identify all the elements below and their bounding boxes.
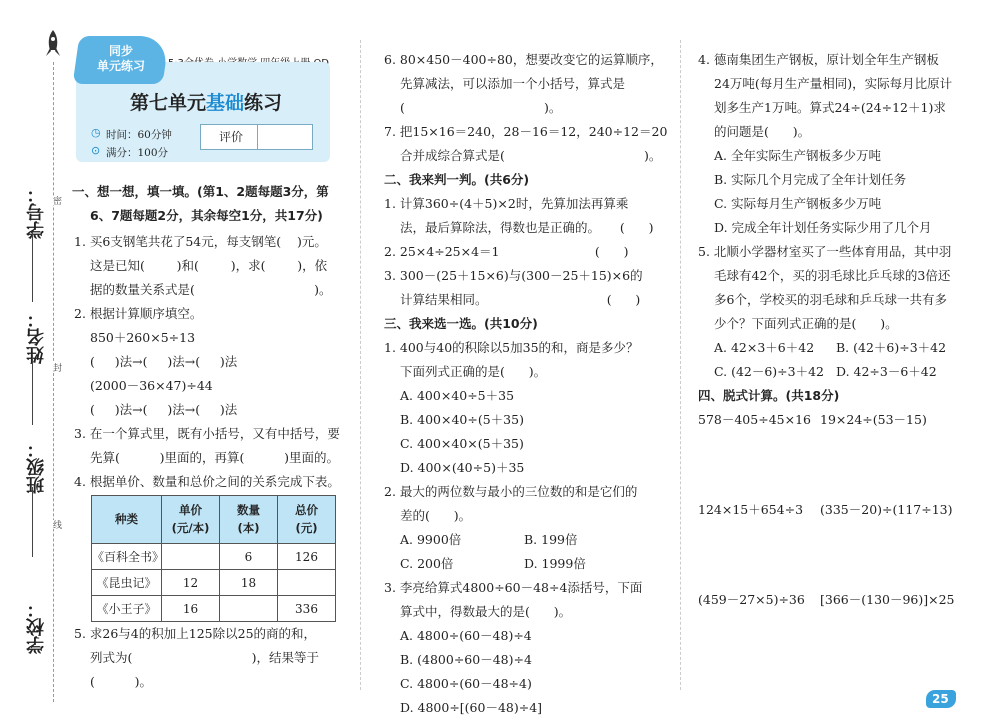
q1-line3: 据的数量关系式是( )。 (90, 282, 332, 297)
q7-line2: 合并成综合算式是( )。 (400, 148, 662, 163)
c3-option-b: B. (4800÷60－48)÷4 (400, 652, 532, 667)
j1-line2: 法，最后算除法，得数也是正确的。 ( ) (400, 220, 654, 235)
full-score-info: 满分：100分 (106, 147, 169, 159)
section-3-heading: 三、我来选一选。(共10分) (384, 316, 538, 331)
expr-2: 19×24÷(53－15) (820, 412, 927, 427)
c1-line2: 下面列式正确的是( )。 (400, 364, 547, 379)
table-cell: 《小王子》 (92, 596, 162, 622)
section-1-heading: 一、想一想，填一填。(第1、2题每题3分，第 (72, 184, 329, 199)
q5-line1: 5. 求26与4的积加上125除以25的商的和， (74, 626, 317, 641)
c3-line2: 算式中，得数最大的是( )。 (400, 604, 572, 619)
table-header: 总价 (元) (278, 496, 336, 544)
table-header: 种类 (92, 496, 162, 544)
c3-line1: 3. 李亮给算式4800÷60－48÷4添括号，下面 (384, 580, 643, 595)
c1-option-a: A. 400×40÷5＋35 (400, 388, 515, 403)
q1-line2: 这是已知( )和( )，求( )，依 (90, 258, 328, 273)
time-info: 时间：60分钟 (106, 129, 172, 141)
feng-mark: 封 (51, 363, 61, 372)
col-divider (680, 40, 681, 690)
c2-option-d: D. 1999倍 (524, 556, 586, 571)
q2-expr2: (2000－36×47)÷44 (90, 378, 213, 393)
table-cell: 126 (278, 544, 336, 570)
c5-line4: 少个？下面列式正确的是( )。 (714, 316, 898, 331)
xingming-label: 姓名： (26, 310, 47, 364)
c2-line1: 2. 最大的两位数与最小的三位数的和是它们的 (384, 484, 638, 499)
check-icon: ⊙ (91, 144, 101, 157)
j1-line1: 1. 计算360÷(4＋5)×2时，先算加法再算乘 (384, 196, 629, 211)
q7-line1: 7. 把15×16＝240，28－16＝12，240÷12＝20 (384, 124, 668, 139)
table-cell: 16 (162, 596, 220, 622)
q1-line1: 1. 买6支钢笔共花了54元，每支钢笔( )元。 (74, 234, 327, 249)
table-cell: 《百科全书》 (92, 544, 162, 570)
section-1-heading-cont: 6、7题每题2分，其余每空1分，共17分) (90, 208, 323, 223)
expr-4: (335－20)÷(117÷13) (820, 502, 953, 517)
q6-line2: 先算减法，可以添加一个小括号，算式是 (400, 76, 626, 91)
q5-line2: 列式为( )，结果等于 (90, 650, 319, 665)
q2-expr1: 850＋260×5÷13 (90, 330, 196, 345)
table-cell[interactable] (162, 544, 220, 570)
c5-option-a: A. 42×3＋6＋42 (714, 340, 815, 355)
table-row (92, 570, 336, 596)
c3-option-a: A. 4800÷(60－48)÷4 (400, 628, 532, 643)
j2-line: 2. 25×4÷25×4＝1 ( ) (384, 244, 629, 259)
c5-option-d: D. 42÷3－6＋42 (836, 364, 937, 379)
c4-line4: 的问题是( )。 (714, 124, 811, 139)
price-table (91, 495, 336, 622)
c4-option-a: A. 全年实际生产钢板多少万吨 (714, 148, 881, 163)
rating-divider (257, 125, 258, 149)
c4-option-c: C. 实际每月生产钢板多少万吨 (714, 196, 882, 211)
mi-mark: 密 (51, 196, 61, 205)
rocket-icon (46, 30, 60, 58)
binding-line (53, 62, 54, 702)
banji-blank[interactable] (32, 487, 33, 557)
c4-option-b: B. 实际几个月完成了全年计划任务 (714, 172, 907, 187)
q5-line3: ( )。 (90, 674, 152, 689)
expr-3: 124×15＋654÷3 (698, 502, 804, 517)
table-row (92, 544, 336, 570)
c2-option-c: C. 200倍 (400, 556, 454, 571)
expr-1: 578－405÷45×16 (698, 412, 811, 427)
q2-steps1: ( )法→( )法→( )法 (90, 354, 238, 369)
j3-line1: 3. 300－(25＋15×6)与(300－25＋15)×6的 (384, 268, 643, 283)
c4-line2: 24万吨(每月生产量相同)，实际每月比原计 (714, 76, 953, 91)
table-header: 单价 (元/本) (162, 496, 220, 544)
table-cell: 《昆虫记》 (92, 570, 162, 596)
section-4-heading: 四、脱式计算。(共18分) (698, 388, 840, 403)
table-cell: 12 (162, 570, 220, 596)
c1-option-b: B. 400×40÷(5＋35) (400, 412, 524, 427)
xingming-blank[interactable] (32, 355, 33, 425)
banji-label: 班级： (26, 440, 47, 494)
c1-option-d: D. 400×(40÷5)＋35 (400, 460, 525, 475)
j3-line2: 计算结果相同。 ( ) (400, 292, 641, 307)
c5-option-c: C. (42－6)÷3＋42 (714, 364, 825, 379)
c2-option-b: B. 199倍 (524, 532, 578, 547)
table-cell: 6 (220, 544, 278, 570)
q2-line: 2. 根据计算顺序填空。 (74, 306, 203, 321)
q4-line: 4. 根据单价、数量和总价之间的关系完成下表。 (74, 474, 340, 489)
xian-mark: 线 (51, 520, 61, 529)
c1-line1: 1. 400与40的积除以5加35的和，商是多少？ (384, 340, 639, 355)
c3-option-c: C. 4800÷(60－48÷4) (400, 676, 532, 691)
rating-box[interactable] (200, 124, 313, 150)
table-cell[interactable] (220, 596, 278, 622)
expr-5: (459－27×5)÷36 (698, 592, 805, 607)
table-cell: 336 (278, 596, 336, 622)
badge-text: 同步 单元练习 (96, 44, 145, 73)
table-cell: 18 (220, 570, 278, 596)
expr-6: [366－(130－96)]×25 (820, 592, 955, 607)
c3-option-d: D. 4800÷[(60－48)÷4] (400, 700, 543, 715)
c4-option-d: D. 完成全年计划任务实际少用了几个月 (714, 220, 932, 235)
c5-line3: 多6个，学校买的羽毛球和乒乓球一共有多 (714, 292, 947, 307)
section-2-heading: 二、我来判一判。(共6分) (384, 172, 530, 187)
xuexiao-label: 学校： (26, 600, 47, 654)
c4-line3: 划多生产1万吨。算式24÷(24÷12＋1)求 (714, 100, 946, 115)
xuehao-blank[interactable] (32, 232, 33, 302)
table-cell[interactable] (278, 570, 336, 596)
page-number: 25 (932, 692, 949, 706)
q3-line1: 3. 在一个算式里，既有小括号，又有中括号，要 (74, 426, 340, 441)
c2-option-a: A. 9900倍 (400, 532, 462, 547)
c5-line1: 5. 北顺小学器材室买了一些体育用品，其中羽 (698, 244, 952, 259)
c5-option-b: B. (42＋6)÷3＋42 (836, 340, 947, 355)
table-header: 数量 (本) (220, 496, 278, 544)
page-title: 第七单元基础练习 (130, 92, 283, 114)
q6-line3: ( )。 (400, 100, 562, 115)
table-row (92, 596, 336, 622)
col-divider (360, 40, 361, 690)
clock-icon: ◷ (91, 126, 101, 139)
q3-line2: 先算( )里面的，再算( )里面的。 (90, 450, 339, 465)
q2-steps2: ( )法→( )法→( )法 (90, 402, 238, 417)
c2-line2: 差的( )。 (400, 508, 472, 523)
rating-label: 评价 (219, 130, 244, 144)
xuehao-label: 学号： (26, 185, 47, 239)
table-header-row (92, 496, 336, 544)
c4-line1: 4. 德南集团生产钢板，原计划全年生产钢板 (698, 52, 939, 67)
q6-line1: 6. 80×450－400÷80，想要改变它的运算顺序， (384, 52, 663, 67)
c1-option-c: C. 400×40×(5＋35) (400, 436, 524, 451)
c5-line2: 毛球有42个，买的羽毛球比乒乓球的3倍还 (714, 268, 951, 283)
